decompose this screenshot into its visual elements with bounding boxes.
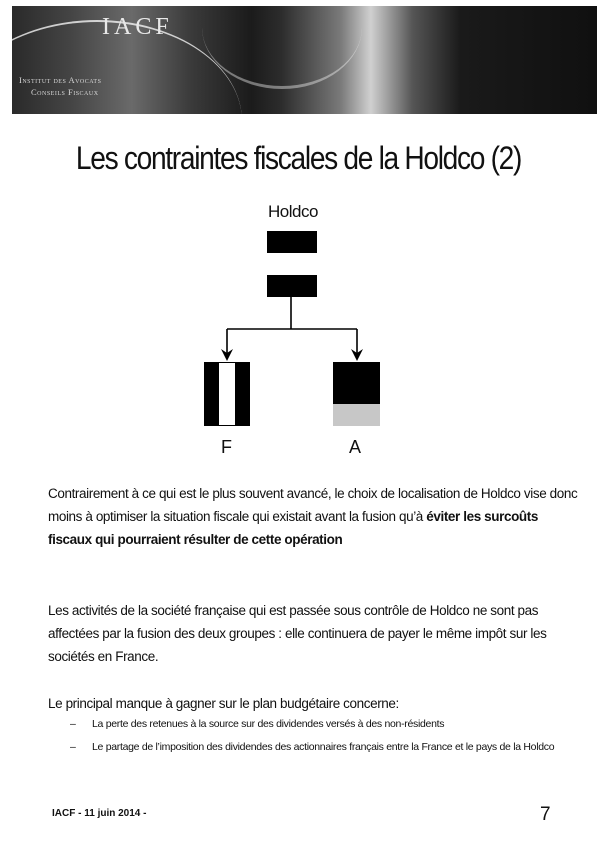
logo-subtitle-line2: Conseils Fiscaux: [31, 87, 99, 97]
list-item: [70, 741, 554, 753]
label-f: F: [221, 437, 232, 457]
logo: IACF: [102, 14, 173, 40]
footer-date: IACF - 11 juin 2014 -: [52, 808, 147, 819]
holdco-label: Holdco: [268, 202, 318, 221]
bullet-text: Le partage de l’imposition des dividendes des actionnaires français entre la France et le pays de la Holdco: [92, 741, 555, 753]
page-title: Les contraintes fiscales de la Holdco (2): [75, 140, 522, 176]
paragraph-1: [48, 482, 578, 551]
list-item: [70, 718, 554, 730]
paragraph-1-text: Contrairement à ce qui est le plus souvent avancé, le choix de localisation de Holdco vise donc moins à optimiser la situation fiscale qui existait avant la fusion qu’à: [48, 486, 578, 524]
bullet-dash-icon: –: [70, 718, 76, 730]
bullet-list: [70, 718, 554, 764]
label-a: A: [349, 437, 362, 457]
flag-france: [204, 362, 250, 426]
paragraph-1-bold: éviter les surcoûts fiscaux qui pourraient résulter de cette opération: [48, 509, 538, 547]
paragraph-2: Les activités de la société française qui est passée sous contrôle de Holdco ne sont pas affectées par la fusion des deux groupes : elle continuera de payer le même impôt sur les sociétés en France.: [48, 603, 547, 664]
page-number: 7: [540, 804, 551, 825]
bullet-text: La perte des retenues à la source sur des dividendes versés à des non-résidents: [92, 718, 445, 730]
bullet-dash-icon: –: [70, 741, 76, 753]
paragraph-3: Le principal manque à gagner sur le plan budgétaire concerne:: [48, 696, 399, 711]
flag-germany: [333, 362, 380, 426]
logo-subtitle-line1: Institut des Avocats: [19, 75, 102, 85]
